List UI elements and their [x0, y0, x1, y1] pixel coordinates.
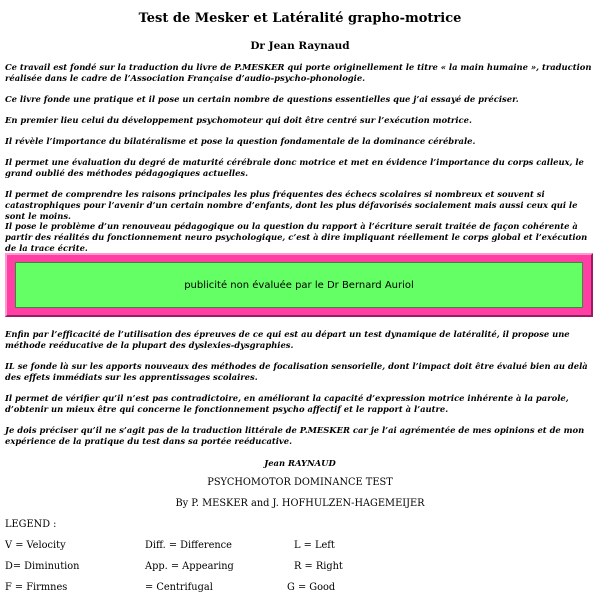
signature: Jean RAYNAUD: [264, 458, 336, 468]
page-title: Test de Mesker et Latéralité grapho-motrice: [138, 11, 462, 26]
paragraph: IL se fonde là sur les apports nouveaux des méthodes de focalisation sensorielle, dont l’impact doit être évalué bien au delà des effets immédiats sur les apprentissages scolaires.: [5, 361, 588, 382]
paragraph: Il permet de vérifier qu’il n’est pas contradictoire, en améliorant la capacité d’expression motrice inhérente à la parole, d’obtenir un mieux être qui concerne le fonctionnement psycho affectif et le rapport à l’autre.: [5, 393, 569, 414]
paragraph: Ce livre fonde une pratique et il pose un certain nombre de questions essentielles que j’ai essayé de préciser.: [5, 94, 519, 104]
legend-entry: D= Diminution: [5, 561, 80, 572]
paragraph: En premier lieu celui du développement psychomoteur qui doit être centré sur l’exécution motrice.: [5, 115, 472, 125]
legend-entry: V = Velocity: [5, 540, 66, 551]
paragraph: Il révèle l’importance du bilatéralisme et pose la question fondamentale de la dominance cérébrale.: [5, 136, 476, 146]
legend-entry: G = Good: [287, 582, 336, 593]
legend-title: LEGEND :: [5, 519, 57, 530]
legend-entry: Diff. = Difference: [145, 540, 232, 551]
paragraph: Ce travail est fondé sur la traduction du livre de P.MESKER qui porte originellement le titre « la main humaine », traduction réalisée dans le cadre de l’Association Française d’audio-psycho-phonologie.: [5, 62, 592, 83]
legend-entry: R = Right: [294, 561, 343, 572]
legend-entry: F = Firmnes: [5, 582, 68, 593]
notice-banner: [5, 253, 593, 317]
paragraph: Enfin par l’efficacité de l’utilisation des épreuves de ce qui est au départ un test dynamique de latéralité, il propose une méthode reéducative de la plupart des dyslexies-dysgraphies.: [5, 329, 570, 350]
paragraph: Il permet une évaluation du degré de maturité cérébrale donc motrice et met en évidence l’importance du corps calleux, le grand oublié des méthodes pédagogiques actuelles.: [5, 157, 584, 178]
legend-entry: L = Left: [294, 540, 335, 551]
test-authors: By P. MESKER and J. HOFHULZEN-HAGEMEIJER: [175, 498, 425, 509]
legend-entry: = Centrifugal: [145, 582, 213, 593]
paragraph: Il permet de comprendre les raisons principales les plus fréquentes des échecs scolaires si nombreux et souvent si catastrophiques pour l’avenir d’un certain nombre d’enfants, dont les plus défavorisés socialement mais aussi ceux qui le sont le moins.: [5, 189, 578, 221]
paragraph: Je dois préciser qu’il ne s’agit pas de la traduction littérale de P.MESKER car je l’ai agrémentée de mes opinions et de mon expérience de la pratique du test dans sa portée reéducative.: [5, 425, 585, 446]
legend-entry: App. = Appearing: [145, 561, 234, 572]
paragraph: Il pose le problème d’un renouveau pédagogique ou la question du rapport à l’écriture serait traitée de façon cohérente à partir des réalités du fonctionnement neuro psychologique, c’est à dire impliquant réellement le corps global et l’exécution de la trace écrite.: [5, 221, 588, 253]
notice-text: publicité non évaluée par le Dr Bernard Auriol: [15, 262, 583, 308]
author-name: Dr Jean Raynaud: [250, 40, 350, 52]
test-title: PSYCHOMOTOR DOMINANCE TEST: [207, 477, 393, 488]
